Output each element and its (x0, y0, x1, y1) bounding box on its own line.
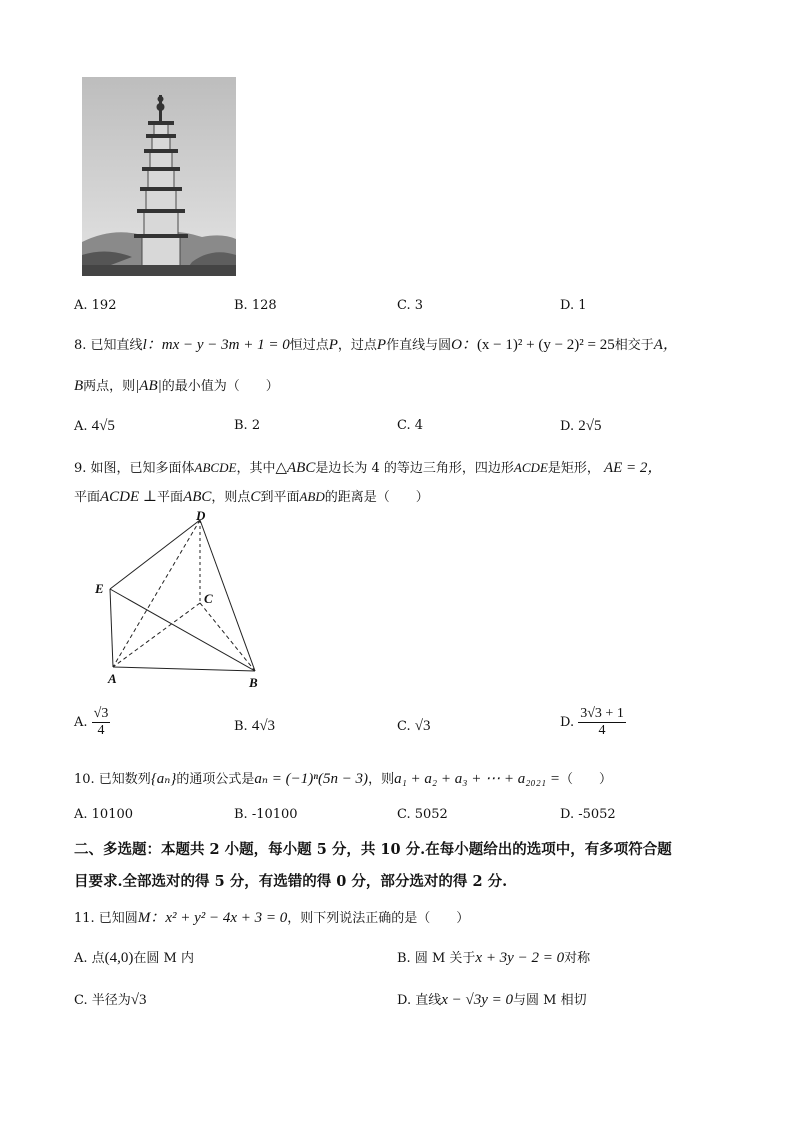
option-text: 对称 (564, 951, 591, 966)
q7-option-c[interactable]: C. 3 (397, 298, 424, 313)
q8-option-b[interactable]: B. 2 (234, 418, 261, 433)
q8-point-a: A， (653, 337, 678, 353)
option-label: D. (560, 419, 575, 434)
q7-option-b[interactable]: B. 128 (234, 298, 277, 313)
q10-text: 的通项公式是 (176, 772, 255, 787)
option-text: A. 点 (74, 951, 105, 966)
q8-circle-o: O： (451, 337, 477, 353)
q11-line (74, 906, 469, 927)
q11-option-d[interactable] (397, 989, 587, 1009)
q10-sequence: {aₙ} (150, 771, 177, 787)
q8-circle-eq: (x − 1)² + (y − 2)² = 25 (476, 337, 615, 353)
section2-heading-line2: 目要求.全部选对的得 5 分，有选错的得 0 分，部分选对的得 2 分. (74, 873, 508, 890)
q9-text: 的距离是（ ） (324, 490, 429, 505)
numerator: 3√3 + 1 (580, 706, 624, 721)
numerator: √3 (93, 706, 109, 721)
q9-line2 (74, 486, 429, 506)
option-label: A. (74, 715, 88, 730)
q8-option-a[interactable] (74, 418, 115, 435)
edge-ca-dashed (113, 603, 200, 667)
denominator: 4 (97, 723, 105, 738)
edge-ea (110, 589, 113, 667)
option-equation: x + 3y − 2 = 0 (475, 950, 565, 966)
q11-text: ，则下列说法正确的是（ ） (287, 911, 470, 926)
q9-plane: ACDE ⊥ (100, 489, 158, 505)
pagoda-image (82, 77, 236, 276)
label-d: D (196, 508, 206, 523)
q8-text: 作直线与圆 (386, 338, 452, 353)
q9-triangle: △ABC (275, 460, 316, 476)
q9-text: 到平面 (260, 490, 300, 505)
q11-option-b[interactable] (397, 947, 590, 967)
q10-option-d[interactable]: D. -5052 (560, 807, 616, 822)
q9-plane: ABD (299, 489, 325, 504)
q10-text: 10. 已知数列 (74, 772, 151, 787)
q8-option-c[interactable]: C. 4 (397, 418, 424, 433)
q10-line (74, 768, 612, 788)
q8-text: 的最小值为（ ） (161, 379, 279, 394)
q10-formula: aₙ = (−1)ⁿ(5n − 3) (254, 771, 369, 787)
option-text: C. 半径为 (74, 993, 131, 1008)
q9-text: 平面 (157, 490, 184, 505)
q7-option-d[interactable]: D. 1 (560, 298, 587, 313)
q9-option-a[interactable] (74, 706, 110, 739)
label-c: C (204, 591, 213, 606)
option-value: 4√5 (91, 418, 115, 434)
q9-line1 (74, 456, 662, 477)
q9-option-d[interactable] (560, 706, 626, 739)
q8-point-b: B (74, 378, 84, 394)
option-label: D. (560, 715, 575, 730)
option-value: √3 (130, 992, 147, 1008)
q8-option-d[interactable] (560, 418, 601, 435)
option-text: B. 圆 M 关于 (397, 951, 476, 966)
q9-text: 是矩形， (547, 461, 600, 476)
option-value: 2√5 (578, 418, 602, 434)
q8-line-eq: l：mx − y − 3m + 1 = 0 (142, 337, 290, 353)
option-fraction (92, 706, 111, 739)
q9-text: ，则点 (211, 490, 251, 505)
option-point: (4,0) (104, 950, 134, 966)
option-fraction (578, 706, 626, 739)
q9-ae: AE = 2， (603, 460, 663, 476)
q9-text: 是边长为 4 的等边三角形，四边形 (315, 461, 514, 476)
q11-text: 11. 已知圆 (74, 911, 138, 926)
label-a: A (108, 671, 117, 686)
q11-circle: M： (137, 910, 166, 926)
q8-number: 8. (74, 338, 87, 353)
q9-text: 平面 (74, 490, 101, 505)
edge-eb (110, 589, 255, 671)
q11-equation: x² + y² − 4x + 3 = 0 (165, 910, 288, 926)
q9-rect: ACDE (513, 460, 548, 475)
option-equation: x − √3y = 0 (441, 992, 514, 1008)
q7-option-a[interactable]: A. 192 (74, 298, 117, 313)
option-text: 在圆 M 内 (133, 951, 194, 966)
option-label: B. (234, 719, 248, 734)
edge-ab (113, 667, 255, 671)
q9-option-c[interactable] (397, 718, 431, 735)
edge-da-dashed (113, 520, 200, 667)
q8-text: 两点，则 (83, 379, 136, 394)
q10-option-a[interactable]: A. 10100 (74, 807, 134, 822)
q8-text: 相交于 (614, 338, 654, 353)
label-b: B (249, 675, 258, 690)
q10-option-c[interactable]: C. 5052 (397, 807, 448, 822)
edge-ed (110, 520, 200, 589)
pagoda-photo (82, 77, 236, 276)
q8-point-p: P (328, 337, 338, 353)
option-value: 4√3 (251, 718, 276, 734)
q9-polyhedron-diagram (90, 505, 270, 690)
section2-heading-line1: 二、多选题：本题共 2 小题，每小题 5 分，共 10 分.在每小题给出的选项中，有多项符合题 (74, 841, 672, 858)
option-text: 与圆 M 相切 (513, 993, 587, 1008)
q10-text: ，则 (368, 772, 395, 787)
q8-ab-abs: |AB| (135, 378, 162, 394)
q10-option-b[interactable]: B. -10100 (234, 807, 298, 822)
q8-text: ，过点 (337, 338, 377, 353)
q8-text: 已知直线 (90, 338, 143, 353)
q8-line1 (74, 333, 678, 354)
q10-text: （ ） (559, 772, 612, 787)
option-label: C. (397, 719, 411, 734)
q9-text: ，其中 (236, 461, 276, 476)
q8-point-p: P (376, 337, 387, 353)
option-value: √3 (414, 718, 431, 734)
q10-sum: a₁ + a₂ + a₃ + ⋯ + a₂₀₂₁ = (394, 771, 560, 787)
q9-text: 9. 如图，已知多面体 (74, 461, 195, 476)
q11-option-a[interactable] (74, 947, 194, 967)
q9-plane: ABC (183, 489, 212, 505)
q11-option-c[interactable] (74, 989, 146, 1009)
option-label: A. (74, 419, 88, 434)
label-e: E (95, 581, 104, 596)
q8-line2 (74, 375, 279, 395)
q8-text: 恒过点 (289, 338, 329, 353)
denominator: 4 (598, 723, 606, 738)
edge-cb-dashed (200, 603, 255, 671)
q9-point-c: C (250, 489, 261, 505)
option-text: D. 直线 (397, 993, 442, 1008)
q9-solid: ABCDE (194, 460, 237, 475)
q9-option-b[interactable] (234, 718, 275, 735)
